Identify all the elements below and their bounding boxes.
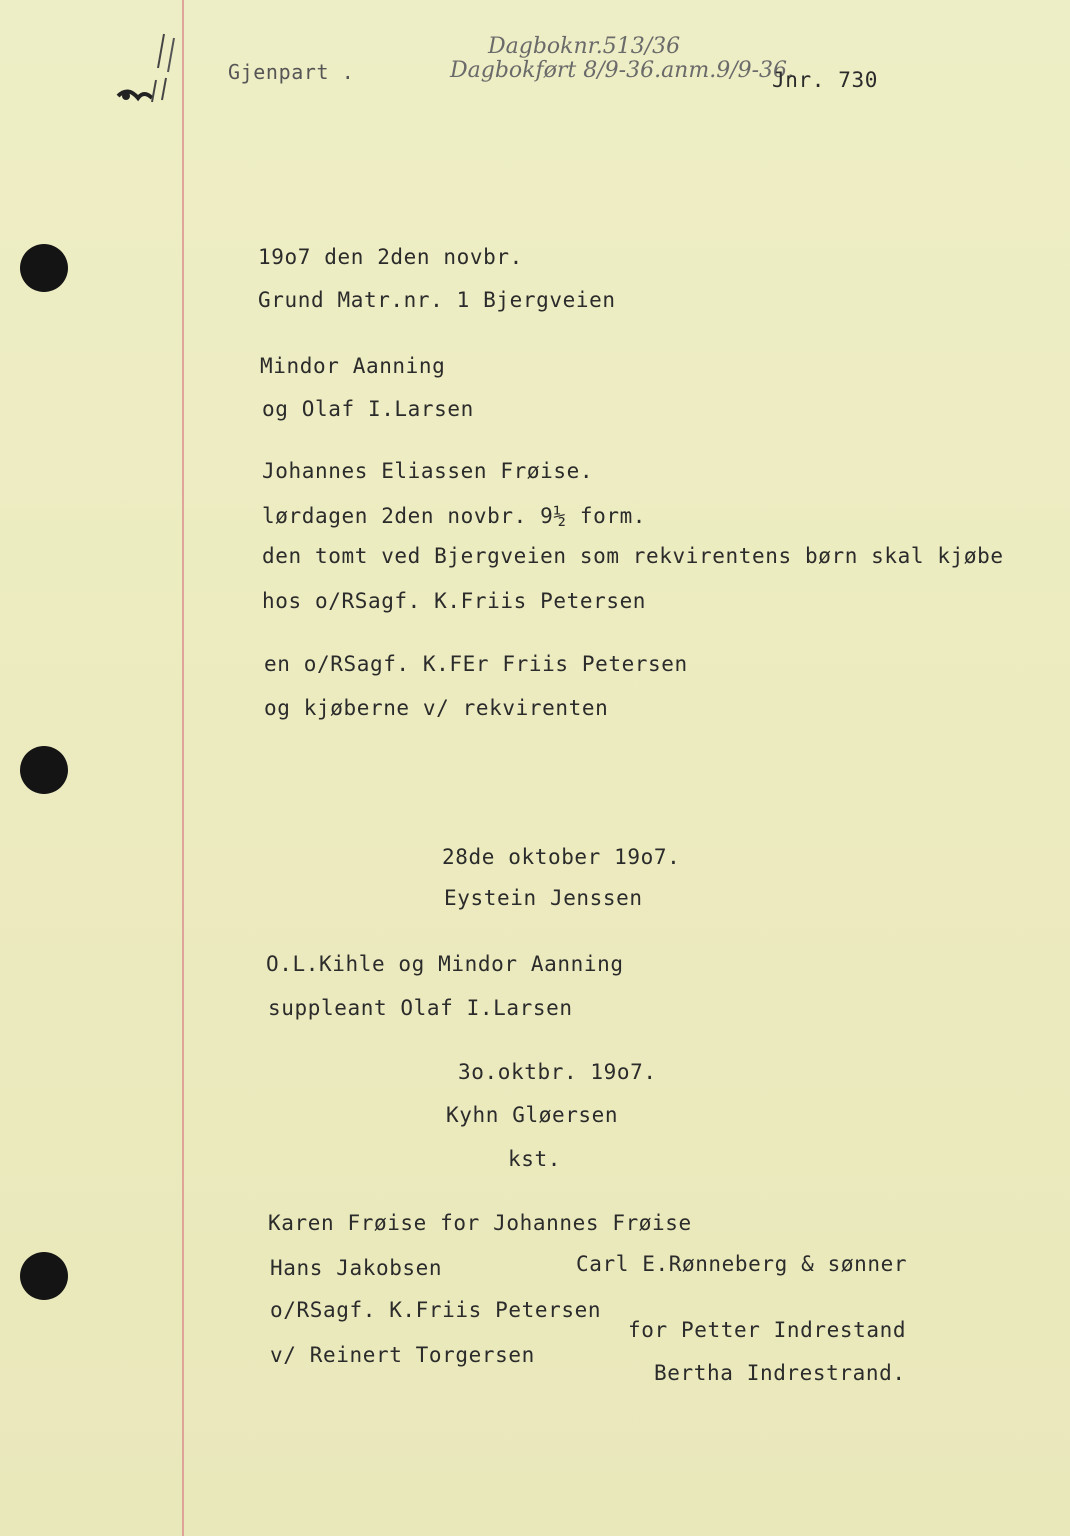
kst-line: kst. — [508, 1147, 561, 1171]
journal-number: Jnr. 730 — [772, 68, 878, 92]
dagbokfort-stamp: Dagbokført 8/9-36.anm.9/9-36. — [450, 58, 795, 83]
grund-line: Grund Matr.nr. 1 Bjergveien — [258, 288, 616, 312]
punch-hole-middle — [20, 746, 68, 794]
punch-hole-bottom — [20, 1252, 68, 1300]
names-line-2: og Olaf I.Larsen — [262, 397, 474, 421]
eystein-line: Eystein Jenssen — [444, 886, 643, 910]
johannes-line: Johannes Eliassen Frøise. — [262, 459, 594, 483]
names-line-1: Mindor Aanning — [260, 354, 446, 378]
kihle-line: O.L.Kihle og Mindor Aanning — [266, 952, 624, 976]
date-line: 19o7 den 2den novbr. — [258, 245, 523, 269]
hos-line: hos o/RSagf. K.Friis Petersen — [262, 589, 647, 613]
dagboknr-stamp: Dagboknr.513/36 — [488, 34, 681, 59]
hans-line: Hans Jakobsen — [270, 1256, 443, 1280]
tomt-line: den tomt ved Bjergveien som rekvirentens børn skal kjøbe — [262, 544, 1004, 568]
gjenpart-label: Gjenpart . — [228, 60, 355, 84]
en-line: en o/RSagf. K.FEr Friis Petersen — [264, 652, 688, 676]
petter-line: for Petter Indrestand — [628, 1318, 907, 1342]
margin-rule — [182, 0, 184, 1536]
lordagen-line: lørdagen 2den novbr. 9½ form. — [262, 504, 647, 528]
kyhn-line: Kyhn Gløersen — [446, 1103, 619, 1127]
punch-hole-top — [20, 244, 68, 292]
bertha-line: Bertha Indrestrand. — [654, 1361, 906, 1385]
suppleant-line: suppleant Olaf I.Larsen — [268, 996, 573, 1020]
date-line-3: 3o.oktbr. 19o7. — [458, 1060, 657, 1084]
date-line-2: 28de oktober 19o7. — [442, 845, 681, 869]
osagf-line: o/RSagf. K.Friis Petersen — [270, 1298, 602, 1322]
karen-line: Karen Frøise for Johannes Frøise — [268, 1211, 692, 1235]
carl-line: Carl E.Rønneberg & sønner — [576, 1252, 908, 1276]
reinert-line: v/ Reinert Torgersen — [270, 1343, 535, 1367]
kjoberne-line: og kjøberne v/ rekvirenten — [264, 696, 609, 720]
pencil-scribble-mark — [112, 28, 182, 108]
